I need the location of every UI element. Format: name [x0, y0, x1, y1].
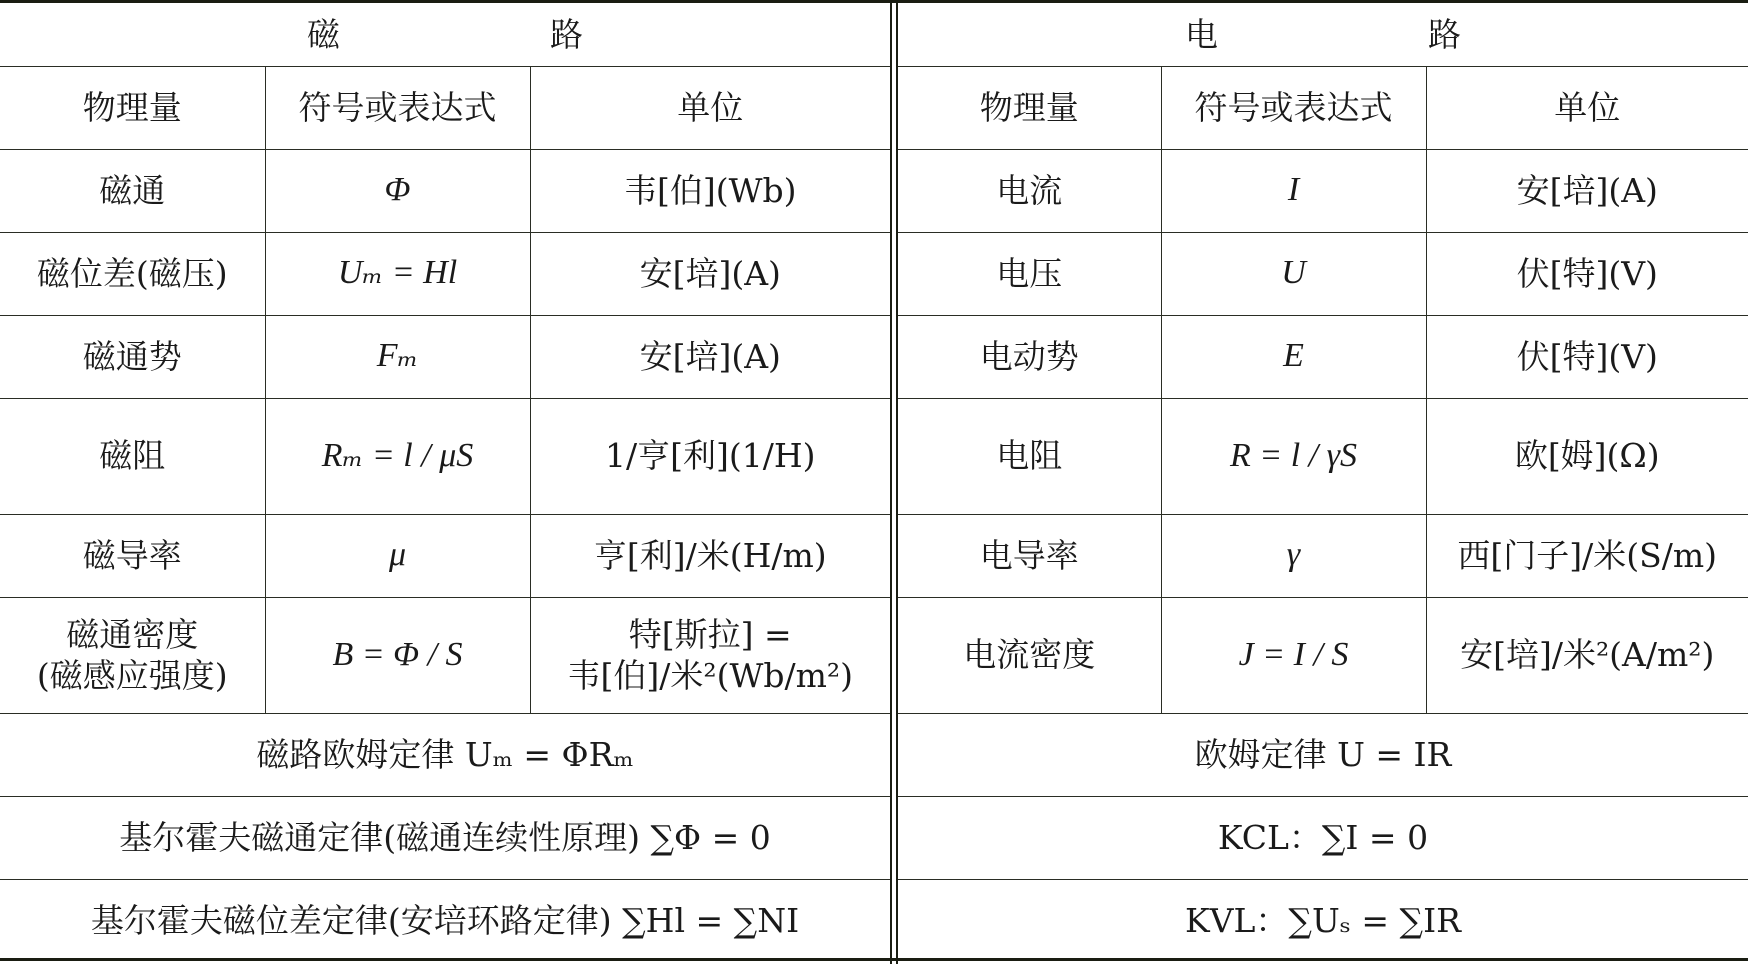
symbol-cell: μ	[265, 514, 530, 597]
law-row: 磁路欧姆定律 Uₘ = ΦRₘ	[0, 713, 890, 796]
header-unit: 单位	[530, 66, 890, 149]
quantity-cell: 磁通势	[0, 315, 265, 398]
law-row: 基尔霍夫磁位差定律(安培环路定律) ∑Hl = ∑NI	[0, 879, 890, 962]
symbol-cell: Φ	[265, 149, 530, 232]
quantity-cell: 磁阻	[0, 398, 265, 514]
unit-cell: 安[培](A)	[530, 315, 890, 398]
symbol-cell: U	[1161, 232, 1426, 315]
symbol-cell: R = l / γS	[1161, 398, 1426, 514]
unit-cell: 安[培]/米²(A/m²)	[1426, 597, 1748, 713]
quantity-cell: 磁导率	[0, 514, 265, 597]
law-row: 欧姆定律 U = IR	[898, 713, 1748, 796]
quantity-cell: 磁通密度 (磁感应强度)	[0, 597, 265, 713]
unit-cell: 伏[特](V)	[1426, 315, 1748, 398]
quantity-cell: 电流	[898, 149, 1161, 232]
quantity-cell: 磁通	[0, 149, 265, 232]
quantity-cell: 电阻	[898, 398, 1161, 514]
quantity-cell: 电导率	[898, 514, 1161, 597]
symbol-cell: Uₘ = Hl	[265, 232, 530, 315]
quantity-cell: 电动势	[898, 315, 1161, 398]
unit-cell: 欧[姆](Ω)	[1426, 398, 1748, 514]
symbol-cell: Rₘ = l / μS	[265, 398, 530, 514]
header-symbol: 符号或表达式	[1161, 66, 1426, 149]
unit-cell: 亨[利]/米(H/m)	[530, 514, 890, 597]
magnetic-title: 磁 路	[0, 3, 890, 66]
header-symbol: 符号或表达式	[265, 66, 530, 149]
column-divider	[890, 0, 892, 964]
law-row: 基尔霍夫磁通定律(磁通连续性原理) ∑Φ = 0	[0, 796, 890, 879]
header-unit: 单位	[1426, 66, 1748, 149]
unit-cell: 伏[特](V)	[1426, 232, 1748, 315]
symbol-cell: J = I / S	[1161, 597, 1426, 713]
unit-cell: 安[培](A)	[1426, 149, 1748, 232]
unit-cell: 特[斯拉] = 韦[伯]/米²(Wb/m²)	[530, 597, 890, 713]
symbol-cell: γ	[1161, 514, 1426, 597]
unit-cell: 1/亨[利](1/H)	[530, 398, 890, 514]
bottom-rule	[0, 958, 1748, 961]
quantity-cell: 电压	[898, 232, 1161, 315]
symbol-cell: B = Φ / S	[265, 597, 530, 713]
quantity-cell: 电流密度	[898, 597, 1161, 713]
electric-circuit-table	[898, 3, 1748, 962]
unit-cell: 韦[伯](Wb)	[530, 149, 890, 232]
law-row: KVL：∑Uₛ = ∑IR	[898, 879, 1748, 962]
symbol-cell: E	[1161, 315, 1426, 398]
symbol-cell: I	[1161, 149, 1426, 232]
unit-cell: 西[门子]/米(S/m)	[1426, 514, 1748, 597]
law-row: KCL：∑I = 0	[898, 796, 1748, 879]
magnetic-circuit-table	[0, 3, 890, 962]
header-quantity: 物理量	[898, 66, 1161, 149]
unit-cell: 安[培](A)	[530, 232, 890, 315]
electric-title: 电 路	[898, 3, 1748, 66]
symbol-cell: Fₘ	[265, 315, 530, 398]
header-quantity: 物理量	[0, 66, 265, 149]
quantity-cell: 磁位差(磁压)	[0, 232, 265, 315]
